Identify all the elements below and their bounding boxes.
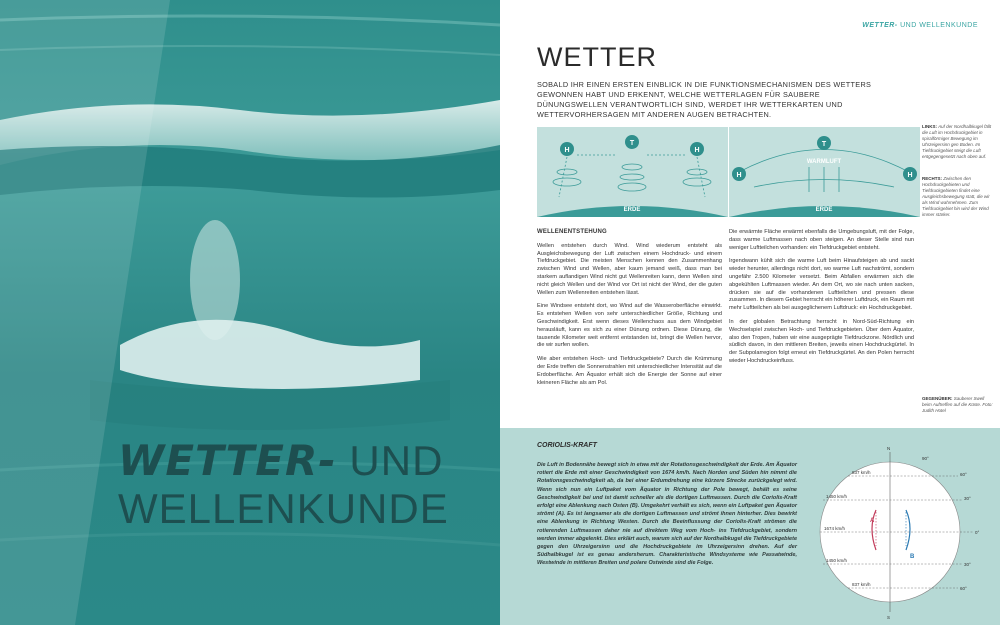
low-label: T [629, 140, 635, 147]
coriolis-heading: CORIOLIS-KRAFT [537, 442, 597, 449]
speed-1: 837 km/h [852, 470, 871, 475]
warm-air-label: WARMLUFT [806, 159, 842, 165]
caption-gegenueber: GEGENÜBER: Sauberer Swell beim Auftreffen auf die Küste. Foto: Judith Hotel [922, 396, 993, 413]
ground-label-1: ERDE [623, 207, 641, 213]
high-label-b: H [694, 147, 700, 154]
lat-60: 60° [960, 472, 967, 477]
coriolis-box [500, 428, 1000, 625]
lat-0: 0° [975, 530, 980, 535]
title-bold: WETTER- [118, 436, 337, 485]
paragraph: In der globalen Betrachtung herrscht in Nord-Süd-Richtung ein Wechselspiel zwischen Hoch- und Tiefdruckgebieten. Über dem Äquator, also den Tropen, haben wir eine ausgeprägte Tiefdruckzone. Nördlich und südlich davon, in den mittleren Breiten, jeweils einen Hochdruckgürtel. In der Subpolarregion folgt erneut ein Tiefdruckgürtel. An den Polen herrscht wieder Hochdruckeinfluss. [729, 318, 914, 364]
low-label-2: T [821, 141, 827, 148]
speed-2: 1450 km/h [826, 494, 848, 499]
speed-5: 837 km/h [852, 582, 871, 587]
title-light: UND [336, 437, 444, 484]
pressure-diagram [537, 127, 728, 217]
caption-links: LINKS: Auf der Nordhalbkugel fällt die Luft im Hochdruckgebiet in spiralförmiger Bewegung im Uhrzeigersinn gen Boden. Im Tiefdruckgebiet steigt die Luft entgegengesetzt nach oben auf. [922, 124, 992, 159]
paragraph: Wie aber entstehen Hoch- und Tiefdruckgebiete? Durch die Krümmung der Erde treffen die Sonnenstrahlen mit unterschiedlicher Intensität auf die Erdoberfläche. Am Äquator erhält sich die Energie der Sonne auf einer kleineren Fläche als am Pol. [537, 356, 722, 386]
lat-60-s: 60° [960, 586, 967, 591]
page-heading: WETTER [537, 42, 657, 72]
south-label: S [887, 615, 891, 620]
path-b-label: B [910, 554, 915, 560]
intro-text: SOBALD IHR EINEN ERSTEN EINBLICK IN DIE FUNKTIONSMECHANISMEN DES WETTERS GEWONNEN HABT UND ERKENNT, WELCHE WETTERLAGEN FÜR SAUBERE DÜNUNGSWELLEN VERANTWORTLICH SIND, WERDET IHR WETTERKARTEN UND WETTERVORHERSAGEN MIT ANDEREN AUGEN BETRACHTEN. [537, 80, 872, 119]
north-label: N [887, 446, 891, 451]
coriolis-globe-diagram [818, 440, 988, 620]
speed-4: 1450 km/h [826, 558, 848, 563]
caption-rechts: RECHTS: Zwischen den Hochdruckgebieten und Tiefdruckgebieten findet eine Ausgleichsbewegung statt, die wir als Wind wahrnehmen. Zum Tiefdruckgebiet hin wird der Wind immer stärker. [922, 176, 990, 217]
paragraph: Irgendwann kühlt sich die warme Luft beim Hinaufsteigen ab und sackt wieder herunter, allerdings nicht dort, wo warme Luft nachströmt, sondern ungefähr 2.500 Kilometer versetzt. Beim Abfallen erwärmen sich die abgekühlten Luftmassen wieder. An dem Ort, wo sie nach unten sacken, drücken sie auf die vorhandenen Luftteilchen und pressen diese zusammen. In diesem Gebiet herrscht ein höherer Luftdruck, ein Raum mit mehr Luftteilchen als bei ausgeglichenem Luftdruck: ein Hochdruckgebiet. [729, 258, 914, 312]
paragraph: Wellen entstehen durch Wind. Wind wiederum entsteht als Ausgleichsbewegung der Luft zwischen einem Hochdruck- und einem Tiefdruckgebiet. Die meisten Menschen kennen den Zusammenhang zwischen Wind und Wellen, aber kaum jemand weiß, dass man bei starkem auflandigen Wind nicht gut Wellenreiten kann, denn Wellen sind nicht gleich Wellen und der Wind vor Ort ist nicht der Wind, der die guten Wellen zum Wellenreiten entstehen lässt. [537, 242, 722, 296]
ground-label-2: ERDE [815, 207, 833, 213]
spread-title [118, 437, 449, 533]
high-label-a: H [564, 147, 570, 154]
lat-30: 30° [964, 496, 971, 501]
high-label-c: H [736, 172, 742, 179]
coriolis-text: Die Luft in Bodennähe bewegt sich in etwa mit der Rotationsgeschwindigkeit der Erde. Am Äquator rotiert die Erde mit einer Geschwindigkeit von 1674 km/h. Nach Norden und Süden hin nimmt die Rotationsgeschwindigkeit ab, da bei einer Erdumdrehung eine kürzere Strecke zurückgelegt wird. Wenn sich nun ein Luftpaket vom Äquator in Richtung der Pole bewegt, behält es seine Geschwindigkeit bei und ist damit schneller als die dortigen Luftmassen. Durch die Coriolis-Kraft erfolgt eine Ablenkung nach Osten (B). Umgekehrt verhält es sich, wenn ein Luftpaket gen Äquator strömt (A). Es ist langsamer als die dortigen Luftmassen und strömt ihnen hinterher. Dies bewirkt eine Ablenkung in Richtung Westen. Durch die Beeinflussung der Coriolis-Kraft strömen die rotierenden Luftmassen daher nie auf direktem Weg vom Hoch- ins Tiefdruckgebiet, sondern werden immer abgelenkt. Dies erklärt auch, warum sich auf der Nordhalbkugel die Tiefdruckgebiete gegen den Uhrzeigersinn und die Hochdruckgebiete im Uhrzeigersinn drehen. Auf der Südhalbkugel ist es genau andersherum. Charakteristische Windsysteme wie Passatwinde, Westwinde in mittleren Breiten und polare Ostwinde sind die Folge. [537, 462, 798, 567]
text-column-2 [729, 229, 914, 372]
lat-90: 90° [922, 456, 929, 461]
text-column-1 [537, 229, 722, 393]
section-heading: WELLENENTSTEHUNG [537, 229, 607, 235]
high-label-d: H [907, 172, 913, 179]
title-line2: WELLENKUNDE [118, 485, 449, 532]
warm-air-diagram [729, 127, 920, 217]
paragraph: Die erwärmte Fläche erwärmt ebenfalls die Umgebungsluft, mit der Folge, dass warme Luftmassen nach oben steigen. An dieser Stelle sind nun weniger Luftteilchen vorhanden: ein Tiefdruckgebiet entsteht. [729, 229, 914, 251]
lat-30-s: 30° [964, 562, 971, 567]
speed-3: 1674 km/h [824, 526, 846, 531]
path-a-label: A [870, 518, 875, 524]
running-head: WETTER- UND WELLENKUNDE [862, 22, 978, 29]
paragraph: Eine Windsee entsteht dort, wo Wind auf die Wasseroberfläche einwirkt. Es entstehen Wellen von sehr unterschiedlicher Größe, Richtung und Geschwindigkeit. Erst wenn dieses Wellenchaos aus dem Windgebiet herausläuft, kann es sich zu einer Dünung ordnen. Diese Dünung, die tausende Kilometer weit entfernt entstanden ist, bringt die Wellen hervor, die wir surfen wollen. [537, 303, 722, 349]
